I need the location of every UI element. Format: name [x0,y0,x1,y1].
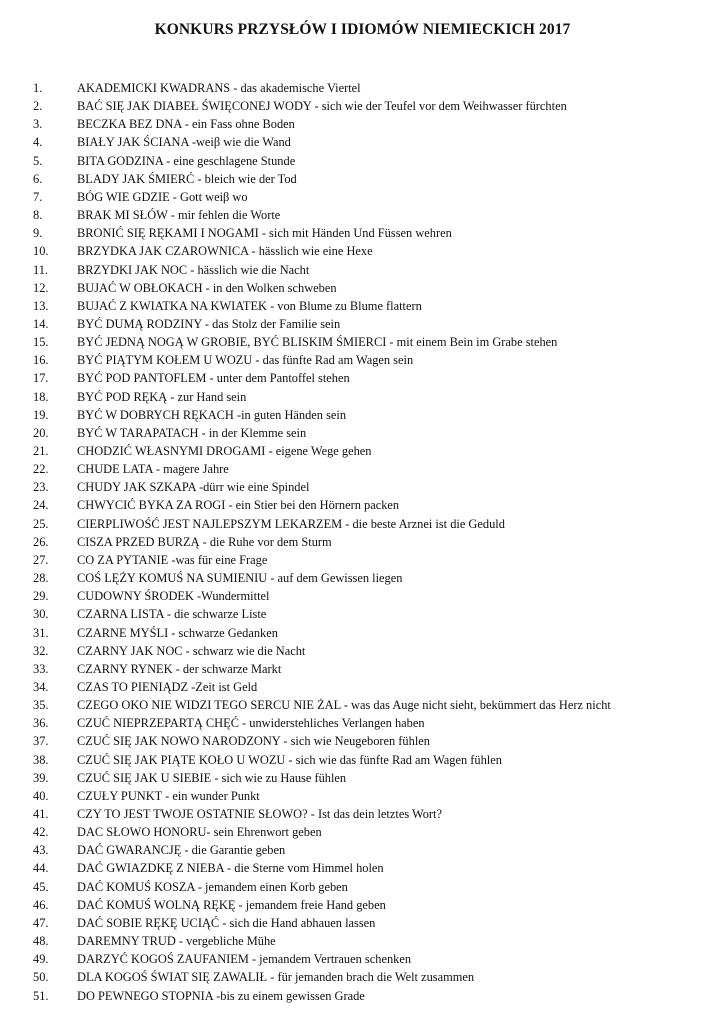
list-item [0,679,725,695]
list-item-text: DAREMNY TRUD - vergebliche Mühe [77,934,276,948]
list-item-number: 7. [33,189,43,204]
list-item-text: CIERPLIWOŚĆ JEST NAJLEPSZYM LEKARZEM - die beste Arznei ist die Geduld [77,516,505,531]
list-item-number: 11. [33,262,49,277]
list-item-number: 25. [33,516,49,531]
list-item [0,497,725,513]
list-item-number: 48. [33,934,49,948]
list-item-number: 40. [33,788,49,803]
list-item-number: 45. [33,879,49,894]
list-item-text: CZARNA LISTA - die schwarze Liste [77,607,267,622]
list-item-text: DAĆ GWARANCJĘ - die Garantie geben [77,843,286,858]
list-item-number: 49. [33,952,49,967]
list-item [0,806,725,822]
list-item-number: 20. [33,425,49,440]
list-item-number: 43. [33,843,49,858]
list-item-number: 32. [33,643,49,658]
list-item [0,116,725,132]
list-item [0,915,725,931]
list-item-number: 12. [33,280,49,295]
list-item-number: 18. [33,389,49,404]
list-item [0,425,725,441]
list-item [0,243,725,259]
list-item-number: 31. [33,625,49,640]
list-item-number: 47. [33,915,49,930]
list-item-number: 5. [33,153,43,168]
list-item-number: 13. [33,298,49,313]
list-item-text: CZUĆ SIĘ JAK PIĄTE KOŁO U WOZU - sich wie das fünfte Rad am Wagen fühlen [77,752,502,767]
list-item-number: 4. [33,135,43,150]
list-item-number: 21. [33,444,49,458]
list-item-text: CHODZIĆ WŁASNYMI DROGAMI - eigene Wege gehen [77,444,372,458]
list-item [0,715,725,731]
list-item-text: BUJAĆ Z KWIATKA NA KWIATEK - von Blume zu Blume flattern [77,298,422,313]
list-item-number: 1. [33,81,43,95]
list-item-text: COŚ LĘŻY KOMUŚ NA SUMIENIU - auf dem Gewissen liegen [77,571,403,585]
list-item [0,697,725,713]
list-item-text: BRAK MI SŁÓW - mir fehlen die Worte [77,208,281,222]
list-item-number: 27. [33,552,49,567]
list-item-text: AKADEMICKI KWADRANS - das akademische Viertel [77,81,361,95]
list-item [0,189,725,205]
list-item-number: 37. [33,734,49,749]
list-item-text: BYĆ POD PANTOFLEM - unter dem Pantoffel stehen [77,371,350,386]
list-item-number: 17. [33,371,49,386]
list-item-text: DAĆ GWIAZDKĘ Z NIEBA - die Sterne vom Himmel holen [77,861,384,876]
list-item [0,153,725,169]
list-item-number: 38. [33,752,49,767]
list-item-number: 42. [33,825,49,840]
list-item-text: DAĆ KOMUŚ KOSZA - jemandem einen Korb geben [77,879,348,894]
list-item [0,534,725,550]
list-item [0,134,725,150]
list-item-number: 33. [33,661,49,676]
list-item-text: BRZYDKI JAK NOC - hässlich wie die Nacht [77,262,310,277]
list-item [0,643,725,659]
list-item [0,933,725,949]
list-item-text: CZARNE MYŚLI - schwarze Gedanken [77,625,278,640]
list-item [0,334,725,350]
list-item-text: BITA GODZINA - eine geschlagene Stunde [77,153,296,168]
list-item-text: DLA KOGOŚ ŚWIAT SIĘ ZAWALIŁ - für jemanden brach die Welt zusammen [77,970,475,985]
list-item-number: 51. [33,988,49,1003]
list-item-number: 41. [33,807,49,821]
list-item-number: 28. [33,571,49,585]
list-item [0,606,725,622]
list-item-text: BYĆ JEDNĄ NOGĄ W GROBIE, BYĆ BLISKIM ŚMIERCI - mit einem Bein im Grabe stehen [77,335,558,350]
document-title: KONKURS PRZYSŁÓW I IDIOMÓW NIEMIECKICH 2017 [154,21,571,38]
list-item-number: 50. [33,970,49,985]
list-item [0,969,725,985]
list-item-number: 2. [33,99,43,114]
list-item [0,98,725,114]
list-item [0,171,725,187]
list-item-number: 15. [33,335,49,350]
list-item [0,262,725,278]
list-item [0,733,725,749]
list-item-number: 3. [33,117,43,132]
list-item-text: CZARNY JAK NOC - schwarz wie die Nacht [77,643,306,658]
list-item-text: CZARNY RYNEK - der schwarze Markt [77,661,282,676]
list-item-number: 24. [33,498,49,513]
list-item-text: DAĆ SOBIE RĘKĘ UCIĄĆ - sich die Hand abhauen lassen [77,915,376,930]
list-item [0,842,725,858]
list-item-number: 8. [33,208,43,222]
list-item [0,352,725,368]
list-item [0,788,725,804]
list-item-text: BYĆ W DOBRYCH RĘKACH -in guten Händen sein [77,407,347,422]
list-item-number: 19. [33,407,49,422]
list-item-text: BYĆ POD RĘKĄ - zur Hand sein [77,389,247,404]
list-item-text: CHUDY JAK SZKAPA -dürr wie eine Spindel [77,480,310,495]
list-item [0,516,725,532]
list-item [0,461,725,477]
list-item-number: 34. [33,679,49,694]
list-item-text: BIAŁY JAK ŚCIANA -weiβ wie die Wand [77,135,291,150]
list-item-number: 36. [33,716,49,731]
list-item-number: 23. [33,480,49,495]
list-item-text: CUDOWNY ŚRODEK -Wundermittel [77,589,270,604]
list-item-text: BUJAĆ W OBŁOKACH - in den Wolken schweben [77,280,337,295]
list-item-number: 39. [33,770,49,785]
list-item [0,752,725,768]
list-item [0,316,725,332]
list-item-text: CHWYCIĆ BYKA ZA ROGI - ein Stier bei den Hörnern packen [77,498,400,513]
list-item-text: BECZKA BEZ DNA - ein Fass ohne Boden [77,117,295,132]
list-item-number: 44. [33,861,49,876]
list-item-text: BYĆ PIĄTYM KOŁEM U WOZU - das fünfte Rad am Wagen sein [77,353,414,368]
list-item [0,879,725,895]
list-item-text: CZUĆ SIĘ JAK U SIEBIE - sich wie zu Hause fühlen [77,770,347,785]
list-item-text: DAĆ KOMUŚ WOLNĄ RĘKĘ - jemandem freie Hand geben [77,897,386,912]
list-item-number: 6. [33,171,43,186]
list-item-text: CZAS TO PIENIĄDZ -Zeit ist Geld [77,679,258,694]
list-item-text: BAĆ SIĘ JAK DIABEŁ ŚWIĘCONEJ WODY - sich wie der Teufel vor dem Weihwasser fürchten [77,99,567,114]
list-item [0,897,725,913]
list-item-number: 35. [33,698,49,713]
list-item-text: DAC SŁOWO HONORU- sein Ehrenwort geben [77,825,322,840]
list-item-number: 26. [33,534,49,549]
list-item [0,588,725,604]
list-item-text: DARZYĆ KOGOŚ ZAUFANIEM - jemandem Vertrauen schenken [77,952,412,967]
list-item-number: 10. [33,244,49,259]
list-item-text: DO PEWNEGO STOPNIA -bis zu einem gewissen Grade [77,988,365,1003]
list-item [0,625,725,641]
list-item-number: 29. [33,589,49,604]
list-item-text: BYĆ DUMĄ RODZINY - das Stolz der Familie sein [77,316,341,331]
list-item-text: BÓG WIE GDZIE - Gott weiβ wo [77,189,248,204]
list-item [0,207,725,223]
list-item-text: BRONIĆ SIĘ RĘKAMI I NOGAMI - sich mit Händen Und Füssen wehren [77,226,452,241]
list-item-text: BRZYDKA JAK CZAROWNICA - hässlich wie eine Hexe [77,244,373,259]
list-item [0,824,725,840]
list-item [0,80,725,96]
list-item-text: CO ZA PYTANIE -was für eine Frage [77,552,268,567]
list-item-text: CISZA PRZED BURZĄ - die Ruhe vor dem Sturm [77,534,332,549]
list-item [0,443,725,459]
list-item [0,860,725,876]
list-item [0,570,725,586]
list-item-text: CHUDE LATA - magere Jahre [77,462,229,477]
list-item [0,479,725,495]
list-item [0,770,725,786]
list-item-number: 46. [33,897,49,912]
list-item-text: BLADY JAK ŚMIERĆ - bleich wie der Tod [77,171,297,186]
list-item [0,951,725,967]
list-item-number: 16. [33,353,49,368]
list-item [0,552,725,568]
list-item [0,298,725,314]
list-item-text: CZUĆ SIĘ JAK NOWO NARODZONY - sich wie Neugeboren fühlen [77,734,430,749]
list-item-number: 14. [33,316,49,331]
list-item [0,280,725,296]
list-item-number: 22. [33,462,49,477]
list-item [0,389,725,405]
list-item-text: CZUĆ NIEPRZEPARTĄ CHĘĆ - unwiderstehliches Verlangen haben [77,716,425,731]
list-item-text: CZY TO JEST TWOJE OSTATNIE SŁOWO? - Ist das dein letztes Wort? [77,807,442,821]
list-item [0,661,725,677]
list-item [0,988,725,1004]
list-item [0,225,725,241]
list-item-number: 30. [33,607,49,622]
list-item-number: 9. [33,226,43,241]
list-item-text: CZEGO OKO NIE WIDZI TEGO SERCU NIE ŻAL - was das Auge nicht sieht, bekümmert das Herz nicht [77,698,611,713]
list-item [0,407,725,423]
list-item-text: BYĆ W TARAPATACH - in der Klemme sein [77,425,307,440]
list-item [0,370,725,386]
list-item-text: CZUŁY PUNKT - ein wunder Punkt [77,788,260,803]
